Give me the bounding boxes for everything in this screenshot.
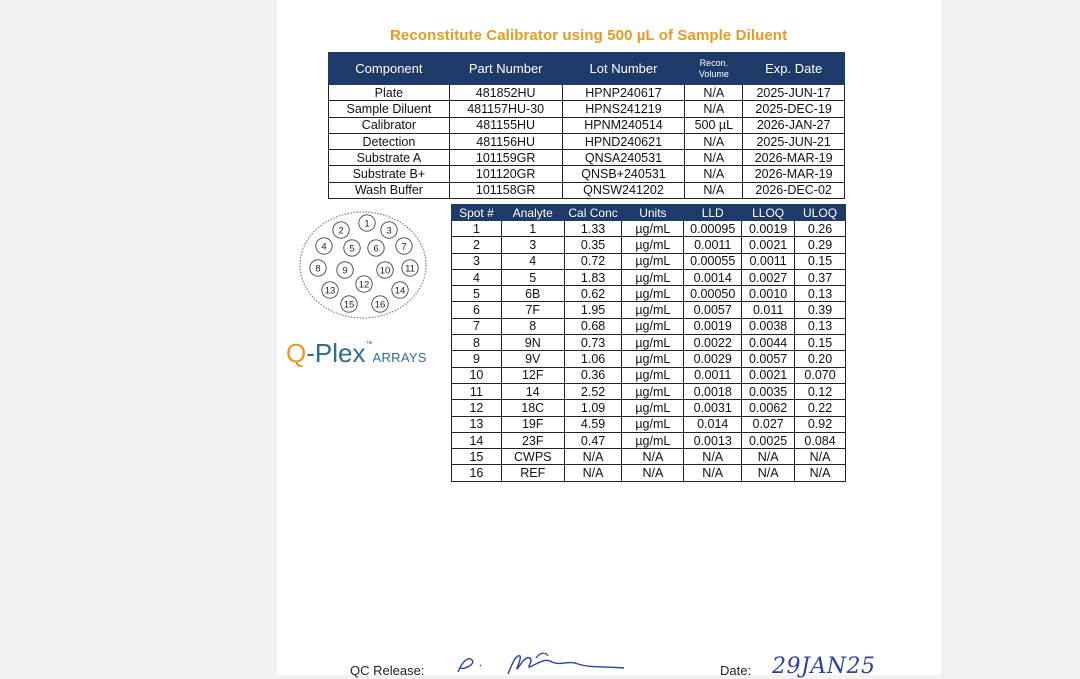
spot-number-label: 6 bbox=[373, 243, 379, 255]
spot-cell-cal-conc: 1.06 bbox=[564, 351, 622, 367]
spot-cell-lloq: 0.0021 bbox=[742, 367, 795, 383]
spot-row bbox=[452, 286, 846, 302]
component-row bbox=[329, 150, 845, 166]
spot-cell-number: 9 bbox=[452, 351, 502, 367]
spot-cell-uloq: 0.29 bbox=[795, 237, 846, 253]
component-cell-exp-date: 2026-DEC-02 bbox=[743, 182, 845, 198]
col-header-lld: LLD bbox=[684, 205, 742, 221]
component-row bbox=[329, 182, 845, 198]
spot-cell-cal-conc: 1.95 bbox=[564, 302, 622, 318]
spot-cell-number: 2 bbox=[452, 237, 502, 253]
spot-row bbox=[452, 253, 846, 269]
spot-cell-analyte: 7F bbox=[501, 302, 564, 318]
spot-cell-analyte: 1 bbox=[501, 221, 564, 237]
spot-number-label: 2 bbox=[338, 225, 344, 237]
spot-cell-analyte: 5 bbox=[501, 269, 564, 285]
components-table bbox=[328, 52, 845, 199]
spot-cell-analyte: 3 bbox=[501, 237, 564, 253]
spot-cell-lloq: 0.0025 bbox=[742, 432, 795, 448]
spot-cell-cal-conc: 0.35 bbox=[564, 237, 622, 253]
col-header-cal-conc: Cal Conc bbox=[564, 205, 622, 221]
spot-cell-units: µg/mL bbox=[622, 400, 684, 416]
spot-row bbox=[452, 237, 846, 253]
spot-cell-cal-conc: 2.52 bbox=[564, 383, 622, 399]
spot-number-label: 12 bbox=[358, 279, 370, 291]
component-cell-part-number: 101158GR bbox=[449, 182, 562, 198]
component-row bbox=[329, 85, 845, 101]
spot-number-label: 11 bbox=[405, 263, 415, 275]
col-header-spot: Spot # bbox=[452, 205, 502, 221]
components-header-row bbox=[329, 53, 845, 85]
spot-number-label: 15 bbox=[343, 299, 355, 311]
component-row bbox=[329, 166, 845, 182]
spot-cell-uloq: 0.20 bbox=[795, 351, 846, 367]
component-cell-name: Plate bbox=[329, 85, 450, 101]
component-cell-name: Substrate B+ bbox=[329, 166, 450, 182]
page-title: Reconstitute Calibrator using 500 µL of Sample Diluent bbox=[390, 27, 788, 44]
spot-cell-number: 14 bbox=[452, 432, 502, 448]
spot-cell-lloq: 0.0011 bbox=[742, 253, 795, 269]
component-cell-name: Calibrator bbox=[329, 117, 450, 133]
component-cell-lot-number: HPND240621 bbox=[562, 133, 685, 149]
col-header-lloq: LLOQ bbox=[742, 205, 795, 221]
spot-cell-units: µg/mL bbox=[622, 253, 684, 269]
spot-cell-cal-conc: 1.09 bbox=[564, 400, 622, 416]
col-header-exp-date: Exp. Date bbox=[743, 53, 845, 85]
spot-cell-uloq: N/A bbox=[795, 449, 846, 465]
spot-cell-uloq: 0.084 bbox=[795, 432, 846, 448]
spot-cell-lld: 0.0031 bbox=[684, 400, 742, 416]
spot-cell-lld: 0.0011 bbox=[684, 237, 742, 253]
component-cell-exp-date: 2025-JUN-21 bbox=[743, 133, 845, 149]
spot-row bbox=[452, 465, 846, 481]
spot-cell-analyte: 18C bbox=[501, 400, 564, 416]
spot-cell-units: µg/mL bbox=[622, 383, 684, 399]
spot-cell-lloq: 0.0035 bbox=[742, 383, 795, 399]
spot-cell-number: 11 bbox=[452, 383, 502, 399]
spots-header-row bbox=[452, 205, 846, 221]
spot-layout-diagram bbox=[298, 210, 428, 320]
spot-cell-analyte: 14 bbox=[501, 383, 564, 399]
signature-image bbox=[450, 646, 630, 678]
spot-row bbox=[452, 416, 846, 432]
spot-number-label: 1 bbox=[364, 218, 370, 230]
spot-cell-lld: 0.0014 bbox=[684, 269, 742, 285]
spot-cell-cal-conc: 0.62 bbox=[564, 286, 622, 302]
component-cell-name: Substrate A bbox=[329, 150, 450, 166]
component-cell-name: Sample Diluent bbox=[329, 101, 450, 117]
spot-number-label: 14 bbox=[394, 285, 406, 297]
spot-number-label: 16 bbox=[374, 299, 386, 311]
spot-cell-cal-conc: 0.73 bbox=[564, 335, 622, 351]
spot-cell-number: 6 bbox=[452, 302, 502, 318]
spot-cell-lld: 0.0013 bbox=[684, 432, 742, 448]
spot-row bbox=[452, 432, 846, 448]
spot-cell-uloq: 0.070 bbox=[795, 367, 846, 383]
spot-cell-number: 12 bbox=[452, 400, 502, 416]
spot-cell-uloq: 0.12 bbox=[795, 383, 846, 399]
spot-cell-cal-conc: 0.72 bbox=[564, 253, 622, 269]
components-table-body bbox=[329, 85, 845, 199]
spot-cell-cal-conc: 4.59 bbox=[564, 416, 622, 432]
spot-cell-number: 10 bbox=[452, 367, 502, 383]
spot-cell-cal-conc: 0.68 bbox=[564, 318, 622, 334]
spot-cell-uloq: 0.13 bbox=[795, 286, 846, 302]
logo-trademark: ™ bbox=[365, 341, 373, 348]
spots-table bbox=[451, 204, 846, 482]
spot-number-label: 8 bbox=[315, 263, 321, 275]
spot-cell-uloq: 0.92 bbox=[795, 416, 846, 432]
spot-cell-number: 15 bbox=[452, 449, 502, 465]
q-plex-logo bbox=[286, 338, 427, 369]
spot-cell-lloq: 0.0044 bbox=[742, 335, 795, 351]
spot-row bbox=[452, 335, 846, 351]
component-cell-recon-volume: N/A bbox=[685, 150, 743, 166]
spot-cell-analyte: 9V bbox=[501, 351, 564, 367]
component-cell-part-number: 481157HU-30 bbox=[449, 101, 562, 117]
col-header-units: Units bbox=[622, 205, 684, 221]
spot-number-label: 10 bbox=[379, 265, 391, 277]
component-cell-lot-number: QNSW241202 bbox=[562, 182, 685, 198]
spot-cell-units: µg/mL bbox=[622, 318, 684, 334]
date-label: Date: bbox=[720, 663, 752, 678]
spot-cell-uloq: 0.13 bbox=[795, 318, 846, 334]
component-cell-exp-date: 2025-JUN-17 bbox=[743, 85, 845, 101]
spot-cell-uloq: N/A bbox=[795, 465, 846, 481]
col-header-part-number: Part Number bbox=[449, 53, 562, 85]
spot-cell-units: µg/mL bbox=[622, 432, 684, 448]
spot-cell-analyte: 4 bbox=[501, 253, 564, 269]
spot-cell-units: µg/mL bbox=[622, 221, 684, 237]
spot-cell-uloq: 0.37 bbox=[795, 269, 846, 285]
spot-cell-number: 5 bbox=[452, 286, 502, 302]
component-row bbox=[329, 133, 845, 149]
spot-row bbox=[452, 449, 846, 465]
spot-number-label: 9 bbox=[342, 265, 348, 277]
spot-cell-lloq: 0.0027 bbox=[742, 269, 795, 285]
spot-cell-number: 8 bbox=[452, 335, 502, 351]
spot-cell-lloq: 0.0038 bbox=[742, 318, 795, 334]
spot-cell-uloq: 0.15 bbox=[795, 335, 846, 351]
spot-cell-analyte: CWPS bbox=[501, 449, 564, 465]
spot-cell-analyte: 6B bbox=[501, 286, 564, 302]
component-cell-part-number: 481156HU bbox=[449, 133, 562, 149]
col-header-component: Component bbox=[329, 53, 450, 85]
col-header-analyte: Analyte bbox=[501, 205, 564, 221]
component-cell-name: Wash Buffer bbox=[329, 182, 450, 198]
logo-q-glyph: Q bbox=[286, 338, 307, 368]
spot-cell-number: 1 bbox=[452, 221, 502, 237]
spot-cell-lld: 0.0019 bbox=[684, 318, 742, 334]
spot-row bbox=[452, 221, 846, 237]
spot-cell-units: µg/mL bbox=[622, 237, 684, 253]
spot-cell-lloq: 0.0057 bbox=[742, 351, 795, 367]
spot-cell-analyte: 8 bbox=[501, 318, 564, 334]
component-cell-lot-number: QNSA240531 bbox=[562, 150, 685, 166]
spot-row bbox=[452, 383, 846, 399]
spot-cell-cal-conc: 1.33 bbox=[564, 221, 622, 237]
spot-cell-units: µg/mL bbox=[622, 367, 684, 383]
component-cell-part-number: 481155HU bbox=[449, 117, 562, 133]
spot-cell-lld: N/A bbox=[684, 449, 742, 465]
spot-number-label: 13 bbox=[324, 285, 336, 297]
component-row bbox=[329, 117, 845, 133]
spot-cell-uloq: 0.15 bbox=[795, 253, 846, 269]
spot-cell-lloq: 0.0021 bbox=[742, 237, 795, 253]
spot-row bbox=[452, 269, 846, 285]
spot-cell-cal-conc: N/A bbox=[564, 449, 622, 465]
spot-row bbox=[452, 367, 846, 383]
spot-cell-lloq: 0.011 bbox=[742, 302, 795, 318]
component-cell-name: Detection bbox=[329, 133, 450, 149]
spot-cell-lloq: N/A bbox=[742, 465, 795, 481]
spot-cell-analyte: 19F bbox=[501, 416, 564, 432]
spot-cell-number: 16 bbox=[452, 465, 502, 481]
spot-cell-cal-conc: 0.47 bbox=[564, 432, 622, 448]
spot-cell-lld: 0.00055 bbox=[684, 253, 742, 269]
spot-cell-lld: 0.00095 bbox=[684, 221, 742, 237]
spot-cell-analyte: 9N bbox=[501, 335, 564, 351]
component-cell-exp-date: 2026-JAN-27 bbox=[743, 117, 845, 133]
spot-cell-lld: 0.0011 bbox=[684, 367, 742, 383]
spot-cell-units: N/A bbox=[622, 449, 684, 465]
spot-cell-lloq: N/A bbox=[742, 449, 795, 465]
component-cell-recon-volume: N/A bbox=[685, 182, 743, 198]
component-row bbox=[329, 101, 845, 117]
spot-cell-uloq: 0.22 bbox=[795, 400, 846, 416]
component-cell-recon-volume: N/A bbox=[685, 85, 743, 101]
component-cell-exp-date: 2026-MAR-19 bbox=[743, 166, 845, 182]
component-cell-exp-date: 2026-MAR-19 bbox=[743, 150, 845, 166]
spot-cell-lld: 0.0022 bbox=[684, 335, 742, 351]
spot-cell-lloq: 0.0062 bbox=[742, 400, 795, 416]
spot-cell-lld: N/A bbox=[684, 465, 742, 481]
component-cell-lot-number: HPNP240617 bbox=[562, 85, 685, 101]
spot-cell-analyte: REF bbox=[501, 465, 564, 481]
col-header-lot-number: Lot Number bbox=[562, 53, 685, 85]
col-header-recon-volume: Recon. Volume bbox=[685, 53, 743, 85]
spot-cell-cal-conc: 1.83 bbox=[564, 269, 622, 285]
spot-cell-analyte: 12F bbox=[501, 367, 564, 383]
spot-cell-cal-conc: 0.36 bbox=[564, 367, 622, 383]
spot-cell-uloq: 0.26 bbox=[795, 221, 846, 237]
component-cell-part-number: 101120GR bbox=[449, 166, 562, 182]
spot-row bbox=[452, 318, 846, 334]
spot-number-label: 7 bbox=[401, 241, 407, 253]
component-cell-exp-date: 2025-DEC-19 bbox=[743, 101, 845, 117]
spot-cell-lld: 0.0057 bbox=[684, 302, 742, 318]
component-cell-recon-volume: N/A bbox=[685, 133, 743, 149]
spot-cell-cal-conc: N/A bbox=[564, 465, 622, 481]
component-cell-lot-number: QNSB+240531 bbox=[562, 166, 685, 182]
spot-cell-number: 7 bbox=[452, 318, 502, 334]
spot-cell-lld: 0.0029 bbox=[684, 351, 742, 367]
spot-cell-number: 4 bbox=[452, 269, 502, 285]
spot-cell-lld: 0.00050 bbox=[684, 286, 742, 302]
component-cell-part-number: 101159GR bbox=[449, 150, 562, 166]
col-header-uloq: ULOQ bbox=[795, 205, 846, 221]
spot-cell-number: 13 bbox=[452, 416, 502, 432]
component-cell-recon-volume: N/A bbox=[685, 101, 743, 117]
spot-row bbox=[452, 400, 846, 416]
spot-cell-units: µg/mL bbox=[622, 416, 684, 432]
spot-cell-units: µg/mL bbox=[622, 335, 684, 351]
spot-cell-units: N/A bbox=[622, 465, 684, 481]
spot-cell-lloq: 0.027 bbox=[742, 416, 795, 432]
spot-number-label: 4 bbox=[321, 241, 327, 253]
spot-cell-units: µg/mL bbox=[622, 286, 684, 302]
spots-table-body bbox=[452, 221, 846, 482]
qc-release-label: QC Release: bbox=[350, 663, 425, 678]
spot-cell-units: µg/mL bbox=[622, 302, 684, 318]
spot-row bbox=[452, 302, 846, 318]
component-cell-part-number: 481852HU bbox=[449, 85, 562, 101]
component-cell-lot-number: HPNM240514 bbox=[562, 117, 685, 133]
spot-cell-uloq: 0.39 bbox=[795, 302, 846, 318]
spot-cell-lld: 0.0018 bbox=[684, 383, 742, 399]
component-cell-recon-volume: 500 µL bbox=[685, 117, 743, 133]
spot-cell-number: 3 bbox=[452, 253, 502, 269]
component-cell-lot-number: HPNS241219 bbox=[562, 101, 685, 117]
spot-number-label: 5 bbox=[349, 243, 355, 255]
component-cell-recon-volume: N/A bbox=[685, 166, 743, 182]
release-date: 29JAN25 bbox=[772, 654, 876, 679]
spot-cell-units: µg/mL bbox=[622, 269, 684, 285]
spot-cell-lld: 0.014 bbox=[684, 416, 742, 432]
logo-text: -Plex bbox=[306, 338, 366, 368]
spot-cell-analyte: 23F bbox=[501, 432, 564, 448]
spot-row bbox=[452, 351, 846, 367]
spot-number-label: 3 bbox=[386, 225, 392, 237]
logo-suffix: ARRAYS bbox=[372, 350, 427, 365]
spot-cell-lloq: 0.0010 bbox=[742, 286, 795, 302]
spot-cell-units: µg/mL bbox=[622, 351, 684, 367]
spot-cell-lloq: 0.0019 bbox=[742, 221, 795, 237]
